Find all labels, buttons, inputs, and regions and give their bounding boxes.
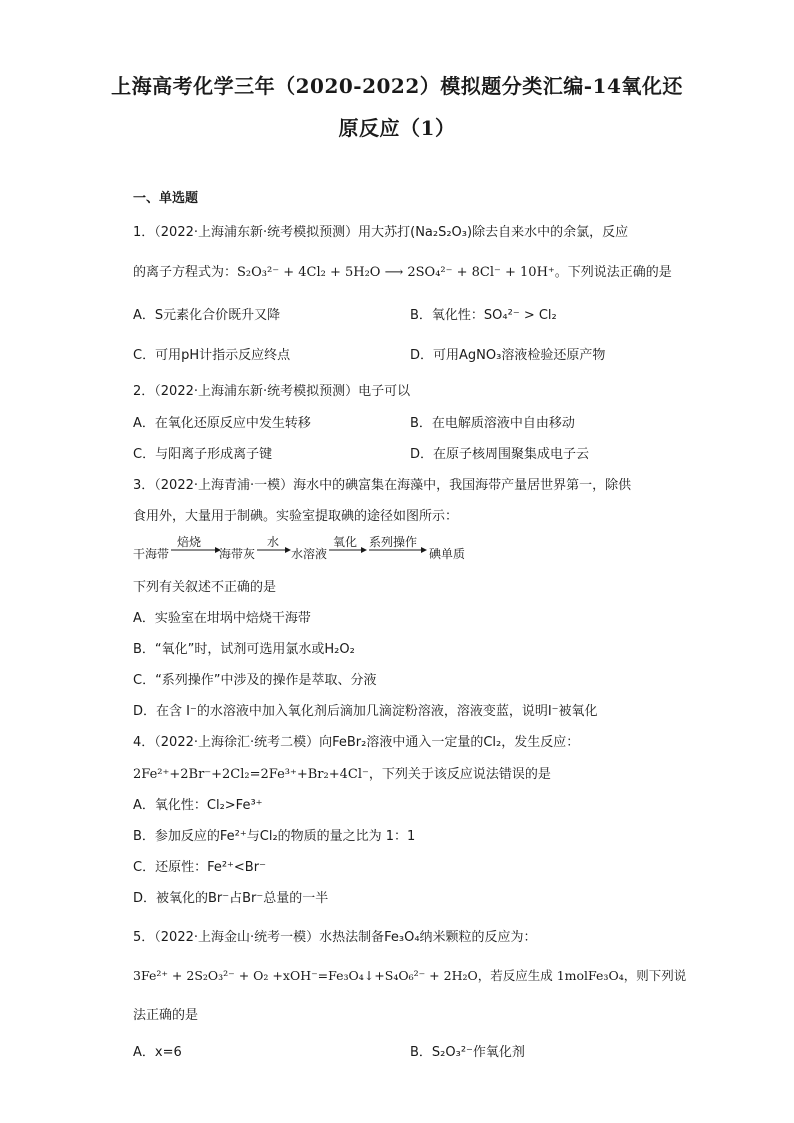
q4-stem-line2: 2Fe²⁺+2Br⁻+2Cl₂=2Fe³⁺+Br₂+4Cl⁻，下列关于该反应说法错误的是 bbox=[133, 767, 551, 782]
q2-option-b: B．在电解质溶液中自由移动 bbox=[410, 416, 575, 431]
q4-stem-line1: 4．（2022·上海徐汇·统考二模）向FeBr₂溶液中通入一定量的Cl₂，发生反应： bbox=[133, 735, 580, 750]
document-title-line1: 上海高考化学三年（2020-2022）模拟题分类汇编-14氧化还 bbox=[111, 74, 683, 98]
q5-stem-line3: 法正确的是 bbox=[133, 1008, 199, 1023]
q2-option-a: A．在氧化还原反应中发生转移 bbox=[133, 416, 311, 431]
q3-option-a: A．实验室在坩埚中焙烧干海带 bbox=[133, 611, 311, 626]
q4-option-a: A．氧化性：Cl₂>Fe³⁺ bbox=[133, 798, 263, 813]
q5-option-b: B．S₂O₃²⁻作氧化剂 bbox=[410, 1045, 525, 1060]
q5-option-a: A．x=6 bbox=[133, 1045, 182, 1060]
q3-option-b: B．“氧化”时，试剂可选用氯水或H₂O₂ bbox=[133, 642, 355, 657]
q3-option-d: D．在含 I⁻的水溶液中加入氧化剂后滴加几滴淀粉溶液，溶液变蓝，说明I⁻被氧化 bbox=[133, 704, 598, 719]
q1-option-b: B．氧化性：SO₄²⁻ > Cl₂ bbox=[410, 308, 557, 323]
iodine-extraction-flow-diagram bbox=[133, 534, 473, 564]
q1-option-c: C．可用pH计指示反应终点 bbox=[133, 348, 291, 363]
flow-node-iodine: 碘单质 bbox=[429, 547, 466, 561]
q4-option-d: D．被氧化的Br⁻占Br⁻总量的一半 bbox=[133, 891, 329, 906]
q1-stem-prefix: 的离子方程式为： bbox=[133, 265, 238, 280]
flow-arrow-label-roast: 焙烧 bbox=[177, 535, 202, 549]
flow-node-dry-kelp: 干海带 bbox=[133, 547, 170, 561]
q5-stem-line1: 5．（2022·上海金山·统考一模）水热法制备Fe₃O₄纳米颗粒的反应为： bbox=[133, 930, 537, 945]
flow-node-aqueous-solution: 水溶液 bbox=[291, 547, 328, 561]
q3-stem-line1: 3．（2022·上海青浦·一模）海水中的碘富集在海藻中，我国海带产量居世界第一，除供 bbox=[133, 478, 632, 493]
q3-ask: 下列有关叙述不正确的是 bbox=[133, 580, 277, 595]
q1-option-a: A．S元素化合价既升又降 bbox=[133, 308, 281, 323]
section-heading: 一、单选题 bbox=[133, 191, 199, 206]
q1-stem-line1: 1．（2022·上海浦东新·统考模拟预测）用大苏打(Na₂S₂O₃)除去自来水中的余氯，反应 bbox=[133, 225, 629, 240]
flow-arrowhead-3 bbox=[361, 547, 367, 553]
document-title-line2: 原反应（1） bbox=[338, 116, 456, 140]
flow-arrowhead-4 bbox=[421, 547, 427, 553]
q3-option-c: C．“系列操作”中涉及的操作是萃取、分液 bbox=[133, 673, 377, 688]
q5-stem-line2: 3Fe²⁺ + 2S₂O₃²⁻ + O₂ +xOH⁻=Fe₃O₄↓+S₄O₆²⁻ + 2H₂O，若反应生成 1molFe₃O₄，则下列说 bbox=[133, 968, 687, 983]
q4-option-b: B．参加反应的Fe²⁺与Cl₂的物质的量之比为 1：1 bbox=[133, 829, 416, 844]
q1-equation: S₂O₃²⁻ + 4Cl₂ + 5H₂O ⟶ 2SO₄²⁻ + 8Cl⁻ + 10H⁺ bbox=[237, 265, 555, 280]
q2-option-c: C．与阳离子形成离子键 bbox=[133, 447, 273, 462]
q2-stem: 2．（2022·上海浦东新·统考模拟预测）电子可以 bbox=[133, 384, 411, 399]
q2-option-d: D．在原子核周围聚集成电子云 bbox=[410, 447, 590, 462]
flow-arrow-label-water: 水 bbox=[267, 535, 280, 549]
flow-node-kelp-ash: 海带灰 bbox=[219, 547, 256, 561]
q4-option-c: C．还原性：Fe²⁺<Br⁻ bbox=[133, 860, 266, 875]
q1-stem-suffix: 。下列说法正确的是 bbox=[554, 265, 672, 280]
q1-stem-line2 bbox=[133, 261, 672, 280]
q3-stem-line2: 食用外，大量用于制碘。实验室提取碘的途径如图所示： bbox=[133, 509, 459, 524]
q1-option-d: D．可用AgNO₃溶液检验还原产物 bbox=[410, 348, 606, 363]
flow-arrow-label-series-ops: 系列操作 bbox=[369, 535, 418, 549]
flow-arrow-label-oxidation: 氧化 bbox=[333, 535, 358, 549]
